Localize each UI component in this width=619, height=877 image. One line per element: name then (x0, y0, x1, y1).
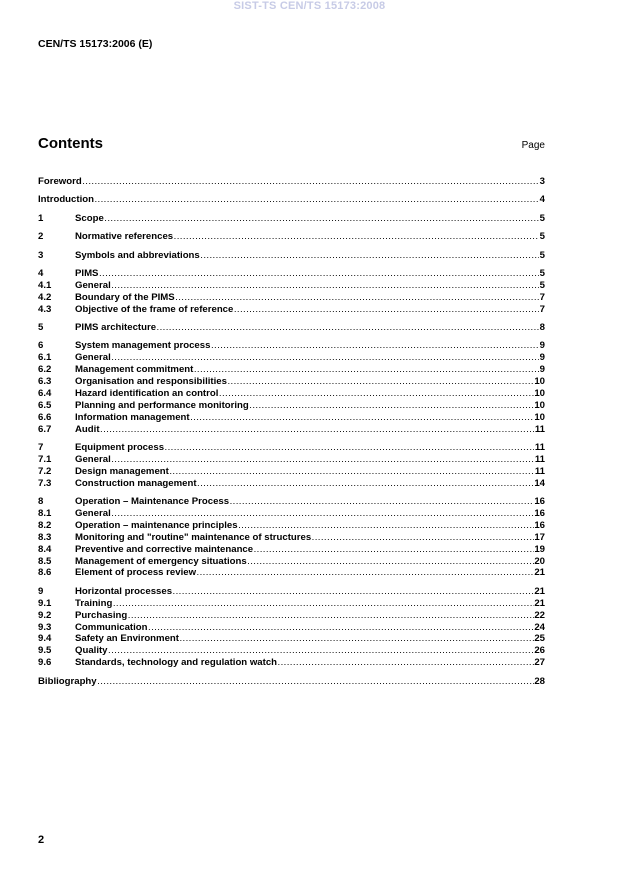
toc-entry-title[interactable]: Standards, technology and regulation watch (75, 657, 278, 669)
toc-entry[interactable] (38, 610, 545, 622)
toc-entry-title[interactable]: PIMS architecture (75, 322, 157, 334)
toc-entry-number: 6 (38, 340, 44, 352)
toc-entry-title[interactable]: Element of process review (75, 567, 197, 579)
dot-leader (174, 231, 540, 243)
dot-leader (108, 645, 534, 657)
toc-entry-page: 28 (534, 675, 545, 687)
toc-entry-title[interactable]: Boundary of the PIMS (75, 291, 175, 303)
toc-entry-page: 5 (539, 267, 545, 279)
toc-entry[interactable] (38, 340, 545, 352)
toc-entry-number: 6.7 (38, 423, 52, 435)
dot-leader (82, 176, 539, 188)
toc-entry[interactable] (38, 556, 545, 568)
toc-entry-page: 24 (534, 621, 545, 633)
toc-entry-number: 4.3 (38, 303, 52, 315)
toc-entry-page: 4 (539, 194, 545, 206)
toc-entry-number: 6.3 (38, 376, 52, 388)
toc-entry-title[interactable]: Management commitment (75, 364, 194, 376)
toc-entry-number: 9.6 (38, 657, 52, 669)
toc-entry[interactable] (38, 376, 545, 388)
toc-entry-title[interactable]: General (75, 279, 111, 291)
toc-entry-title[interactable]: Symbols and abbreviations (75, 249, 200, 261)
toc-entry-page: 5 (539, 249, 545, 261)
dot-leader (97, 676, 534, 688)
toc-entry[interactable] (38, 304, 545, 316)
toc-entry-number: 6.6 (38, 411, 52, 423)
toc-entry[interactable] (38, 442, 545, 454)
toc-entry-page: 21 (534, 567, 545, 579)
page-column-label: Page (521, 140, 545, 151)
toc-entry-page: 14 (534, 477, 545, 489)
toc-entry-number: 6.2 (38, 364, 52, 376)
toc-entry-page: 9 (539, 340, 545, 352)
toc-entry[interactable] (38, 176, 545, 188)
toc-entry[interactable] (38, 213, 545, 225)
dot-leader (219, 388, 534, 400)
toc-entry-page: 16 (534, 496, 545, 508)
toc-entry-number: 4.1 (38, 279, 52, 291)
dot-leader (94, 194, 539, 206)
dot-leader (230, 496, 534, 508)
dot-leader (113, 598, 534, 610)
toc-entry[interactable] (38, 231, 545, 243)
toc-entry[interactable] (38, 676, 545, 688)
toc-entry-page: 19 (534, 543, 545, 555)
toc-entry-title[interactable]: General (75, 352, 111, 364)
toc-entry[interactable] (38, 598, 545, 610)
dot-leader (247, 556, 534, 568)
toc-entry[interactable] (38, 454, 545, 466)
dot-leader (104, 213, 539, 225)
toc-entry-title[interactable]: Information management (75, 411, 190, 423)
toc-entry-title[interactable]: Quality (75, 645, 108, 657)
toc-entry[interactable] (38, 645, 545, 657)
toc-entry-number: 9.3 (38, 621, 52, 633)
toc-entry-title[interactable]: Operation – maintenance principles (75, 519, 238, 531)
toc-entry-title[interactable]: Communication (75, 621, 148, 633)
toc-entry[interactable] (38, 622, 545, 634)
toc-entry-page: 3 (539, 176, 545, 187)
toc-entry-number: 6.5 (38, 399, 52, 411)
toc-entry-page: 7 (539, 303, 545, 315)
toc-entry[interactable] (38, 322, 545, 334)
dot-leader (197, 567, 534, 579)
toc-entry[interactable] (38, 268, 545, 280)
toc-entry[interactable] (38, 586, 545, 598)
toc-entry-title[interactable]: Preventive and corrective maintenance (75, 543, 254, 555)
toc-entry-number: 7.2 (38, 465, 52, 477)
dot-leader (227, 376, 533, 388)
toc-entry-number: 7.1 (38, 453, 52, 465)
toc-entry-title[interactable]: Equipment process (75, 442, 165, 454)
toc-entry[interactable] (38, 544, 545, 556)
toc-entry-page: 21 (534, 597, 545, 609)
toc-entry-number: 9.5 (38, 645, 52, 657)
toc-entry[interactable] (38, 424, 545, 436)
dot-leader (111, 508, 534, 520)
document-id: CEN/TS 15173:2006 (E) (38, 38, 153, 50)
toc-entry[interactable] (38, 388, 545, 400)
toc-entry-number: 2 (38, 231, 44, 243)
toc-entry[interactable] (38, 567, 545, 579)
dot-leader (99, 268, 539, 280)
toc-entry-title[interactable]: Horizontal processes (75, 585, 173, 597)
toc-entry-page: 26 (534, 645, 545, 657)
toc-entry-title[interactable]: PIMS (75, 267, 99, 279)
dot-leader (179, 633, 533, 645)
dot-leader (254, 544, 534, 556)
toc-entry-title[interactable]: System management process (75, 340, 211, 352)
toc-entry-title[interactable]: Normative references (75, 231, 174, 243)
toc-entry-title[interactable]: Management of emergency situations (75, 555, 247, 567)
toc-entry-number: 8.2 (38, 519, 52, 531)
toc-entry-title[interactable]: Hazard identification an control (75, 387, 219, 399)
dot-leader (148, 622, 534, 634)
toc-entry-page: 17 (534, 531, 545, 543)
toc-entry[interactable] (38, 496, 545, 508)
toc-entry-page: 16 (534, 507, 545, 519)
dot-leader (197, 478, 534, 490)
toc-entry[interactable] (38, 478, 545, 490)
toc-entry-number: 8 (38, 496, 44, 508)
toc-entry[interactable] (38, 352, 545, 364)
toc-entry-number: 8.6 (38, 567, 52, 579)
toc-entry-page: 7 (539, 291, 545, 303)
toc-entry-title[interactable]: General (75, 507, 111, 519)
dot-leader (234, 304, 539, 316)
toc-entry-title[interactable]: Construction management (75, 477, 197, 489)
dot-leader (238, 520, 534, 532)
toc-entry[interactable] (38, 280, 545, 292)
toc-entry-page: 5 (539, 212, 545, 224)
dot-leader (190, 412, 534, 424)
toc-entry-title[interactable]: Audit (75, 423, 100, 435)
dot-leader (194, 364, 539, 376)
dot-leader (278, 657, 534, 669)
toc-entry-title[interactable]: Operation – Maintenance Process (75, 496, 230, 508)
toc-entry-number: 6.1 (38, 352, 52, 364)
toc-entry-page: 16 (534, 519, 545, 531)
dot-leader (111, 352, 539, 364)
dot-leader (169, 466, 534, 478)
dot-leader (211, 340, 539, 352)
toc-entry-title[interactable]: Training (75, 597, 113, 609)
toc-entry-page: 5 (539, 231, 545, 243)
toc-entry-page: 27 (534, 657, 545, 669)
toc-entry-number: 8.3 (38, 531, 52, 543)
toc-entry-title[interactable]: Scope (75, 212, 104, 224)
toc-entry[interactable] (38, 466, 545, 478)
toc-entry[interactable] (38, 520, 545, 532)
toc-entry-page: 5 (539, 279, 545, 291)
table-of-contents (38, 176, 545, 687)
dot-leader (128, 610, 534, 622)
dot-leader (165, 442, 535, 454)
toc-entry[interactable] (38, 250, 545, 262)
dot-leader (157, 322, 540, 334)
toc-entry-page: 9 (539, 364, 545, 376)
toc-entry[interactable] (38, 532, 545, 544)
toc-entry-page: 21 (534, 585, 545, 597)
toc-entry-title[interactable]: Foreword (38, 176, 82, 187)
toc-entry-title[interactable]: Organisation and responsibilities (75, 376, 227, 388)
toc-entry[interactable] (38, 657, 545, 669)
toc-entry[interactable] (38, 292, 545, 304)
toc-entry-page: 8 (539, 322, 545, 334)
toc-entry-number: 8.4 (38, 543, 52, 555)
toc-entry-number: 7.3 (38, 477, 52, 489)
toc-entry-number: 6.4 (38, 387, 52, 399)
toc-entry[interactable] (38, 364, 545, 376)
dot-leader (100, 424, 534, 436)
toc-entry-page: 9 (539, 352, 545, 364)
toc-entry-number: 9.2 (38, 609, 52, 621)
toc-entry-page: 10 (534, 387, 545, 399)
toc-entry-page: 20 (534, 555, 545, 567)
toc-entry-title[interactable]: Introduction (38, 194, 94, 206)
toc-entry-number: 8.1 (38, 507, 52, 519)
toc-entry-title[interactable]: Design management (75, 465, 169, 477)
toc-entry-number: 4.2 (38, 291, 52, 303)
toc-entry-title[interactable]: Safety an Environment (75, 633, 179, 645)
dot-leader (249, 400, 534, 412)
toc-entry-number: 9.1 (38, 597, 52, 609)
toc-entry-page: 11 (534, 442, 545, 454)
dot-leader (173, 586, 534, 598)
toc-entry-number: 8.5 (38, 555, 52, 567)
toc-entry-title[interactable]: Planning and performance monitoring (75, 399, 249, 411)
toc-entry-page: 22 (534, 609, 545, 621)
toc-entry[interactable] (38, 508, 545, 520)
toc-entry-number: 3 (38, 249, 44, 261)
toc-entry-title[interactable]: Objective of the frame of reference (75, 303, 234, 315)
dot-leader (175, 292, 539, 304)
toc-entry[interactable] (38, 412, 545, 424)
dot-leader (111, 280, 539, 292)
toc-entry-title[interactable]: Purchasing (75, 609, 128, 621)
toc-entry-number: 7 (38, 442, 44, 454)
toc-entry-number: 4 (38, 267, 44, 279)
toc-entry-title[interactable]: General (75, 453, 111, 465)
toc-entry-page: 10 (534, 399, 545, 411)
dot-leader (111, 454, 534, 466)
toc-entry[interactable] (38, 194, 545, 206)
toc-entry[interactable] (38, 400, 545, 412)
toc-entry-page: 11 (534, 453, 545, 465)
toc-entry-number: 5 (38, 322, 44, 334)
toc-entry-page: 11 (534, 423, 545, 435)
toc-entry-page: 10 (534, 376, 545, 388)
toc-entry-page: 10 (534, 411, 545, 423)
dot-leader (312, 532, 534, 544)
toc-entry[interactable] (38, 633, 545, 645)
toc-entry-page: 25 (534, 633, 545, 645)
toc-entry-number: 1 (38, 212, 44, 224)
dot-leader (200, 250, 539, 262)
toc-entry-title[interactable]: Bibliography (38, 675, 97, 687)
toc-entry-title[interactable]: Monitoring and "routine" maintenance of structures (75, 531, 312, 543)
toc-entry-number: 9.4 (38, 633, 52, 645)
page-number: 2 (38, 834, 45, 846)
toc-entry-number: 9 (38, 585, 44, 597)
watermark: SIST-TS CEN/TS 15173:2008 (233, 0, 386, 12)
contents-heading: Contents (38, 135, 103, 152)
toc-entry-page: 11 (534, 465, 545, 477)
